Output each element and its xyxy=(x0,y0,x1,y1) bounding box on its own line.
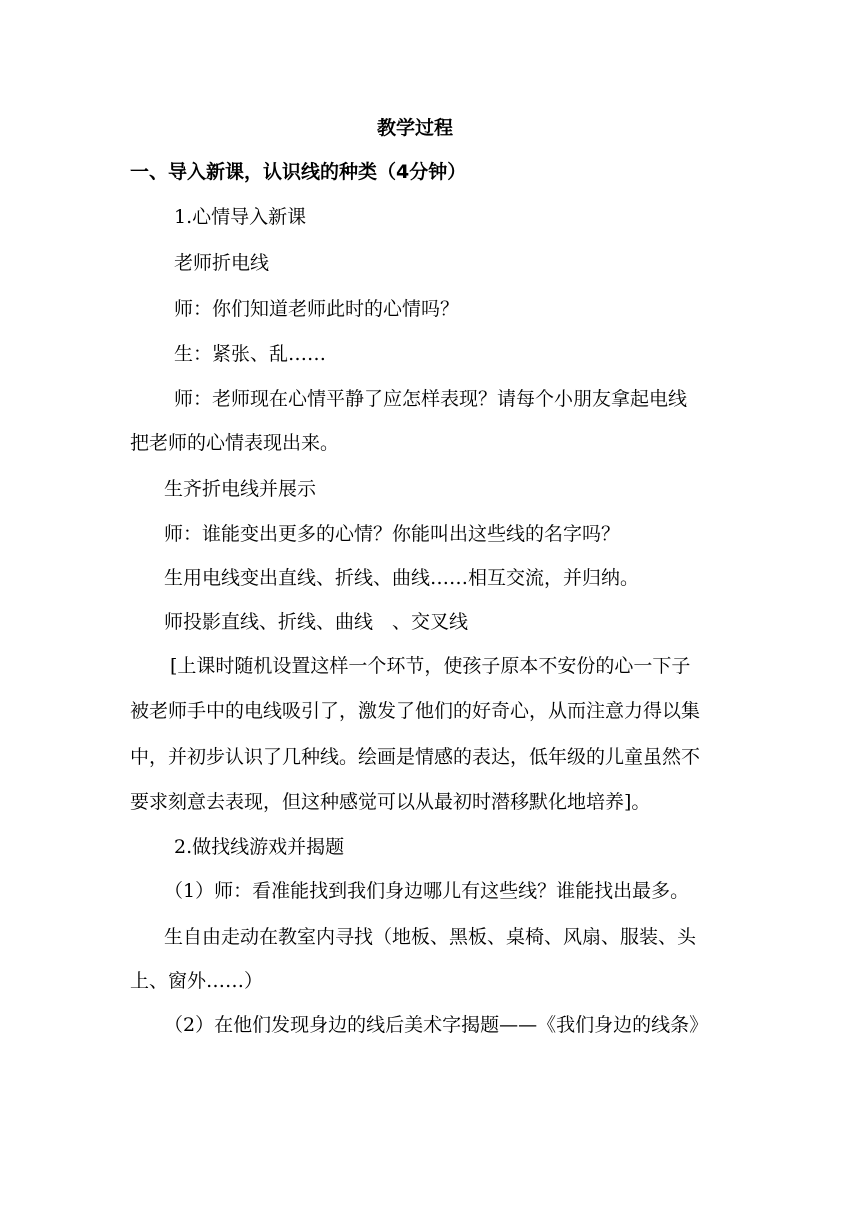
paragraph-line: 师：老师现在心情平静了应怎样表现？请每个小朋友拿起电线 xyxy=(174,388,688,410)
paragraph-line: 上、窗外……） xyxy=(130,970,264,992)
paragraph-line: 师投影直线、折线、曲线 、交叉线 xyxy=(164,611,469,633)
paragraph-line: （2）在他们发现身边的线后美术字揭题——《我们身边的线条》 xyxy=(164,1014,709,1036)
paragraph-line: 要求刻意去表现，但这种感觉可以从最初时潜移默化地培养]。 xyxy=(130,791,651,813)
paragraph-line: 生自由走动在教室内寻找（地板、黑板、桌椅、风扇、服装、头 xyxy=(164,926,697,948)
paragraph-line: 2.做找线游戏并揭题 xyxy=(174,836,345,858)
paragraph-line: 生用电线变出直线、折线、曲线……相互交流，并归纳。 xyxy=(164,567,640,589)
paragraph-line: 生：紧张、乱…… xyxy=(174,343,327,365)
paragraph-line: 老师折电线 xyxy=(174,252,270,274)
section-heading: 一、导入新课，认识线的种类（4分钟） xyxy=(130,161,467,183)
paragraph-line: [上课时随机设置这样一个环节，使孩子原本不安份的心一下子 xyxy=(170,655,691,677)
paragraph-line: 把老师的心情表现出来。 xyxy=(130,432,340,454)
paragraph-line: 师：谁能变出更多的心情？你能叫出这些线的名字吗？ xyxy=(164,523,621,545)
document-title: 教学过程 xyxy=(376,117,453,139)
paragraph-line: 被老师手中的电线吸引了，激发了他们的好奇心，从而注意力得以集 xyxy=(130,700,701,722)
paragraph-line: 生齐折电线并展示 xyxy=(164,478,317,500)
paragraph-line: 1.心情导入新课 xyxy=(174,206,307,228)
paragraph-line: （1）师：看准能找到我们身边哪儿有这些线？谁能找出最多。 xyxy=(164,880,690,902)
paragraph-line: 中，并初步认识了几种线。绘画是情感的表达，低年级的儿童虽然不 xyxy=(130,746,701,768)
paragraph-line: 师：你们知道老师此时的心情吗？ xyxy=(174,298,460,320)
